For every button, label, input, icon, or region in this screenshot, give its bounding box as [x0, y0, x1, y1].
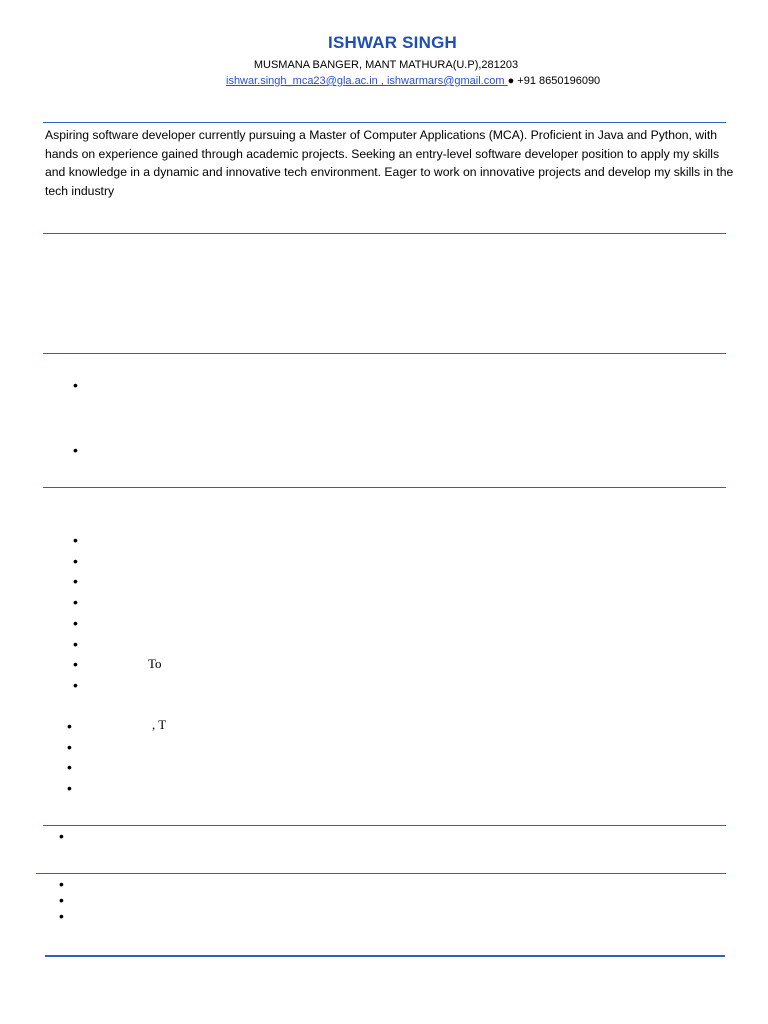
- list-bullet: •: [59, 876, 64, 892]
- list-bullet: •: [73, 594, 78, 610]
- summary-paragraph: Aspiring software developer currently pursuing a Master of Computer Applications (MCA). Proficient in Java and Python, with hands on experience gained through academic projects. Seeking an entry-level software developer position to apply my skills and knowledge in a dynamic and innovative tech environment. Eager to work on innovative projects and develop my skills in the tech industry: [45, 128, 734, 198]
- list-bullet: •: [73, 553, 78, 569]
- section-divider: [36, 873, 726, 874]
- footer-divider: [45, 955, 725, 957]
- list-bullet: •: [67, 780, 72, 796]
- list-bullet: •: [73, 573, 78, 589]
- list-bullet: •: [73, 615, 78, 631]
- list-bullet: •: [73, 677, 78, 693]
- section-divider: [43, 487, 726, 488]
- list-bullet: •: [73, 636, 78, 652]
- list-bullet: •: [73, 442, 78, 458]
- section-divider: [43, 353, 726, 354]
- candidate-name: ISHWAR SINGH: [328, 33, 457, 52]
- list-bullet: •: [73, 377, 78, 393]
- section-divider: [43, 825, 726, 826]
- text-fragment-comma-t: , T: [152, 717, 167, 732]
- phone-number: +91 8650196090: [517, 75, 601, 87]
- section-divider: [43, 233, 726, 234]
- list-bullet: •: [73, 656, 78, 672]
- separator-dot: ●: [507, 75, 515, 87]
- list-bullet: •: [59, 908, 64, 924]
- section-divider: [43, 122, 726, 123]
- list-bullet: •: [59, 892, 64, 908]
- list-bullet: •: [67, 739, 72, 755]
- contact-line: [226, 75, 600, 87]
- list-bullet: •: [67, 718, 72, 734]
- list-bullet: •: [73, 532, 78, 548]
- text-fragment-to: To: [148, 656, 162, 671]
- list-bullet: •: [67, 759, 72, 775]
- list-bullet: •: [59, 828, 64, 844]
- email-links[interactable]: ishwar.singh_mca23@gla.ac.in , ishwarmars@gmail.com: [226, 75, 508, 87]
- address-line: MUSMANA BANGER, MANT MATHURA(U.P),281203: [253, 59, 519, 71]
